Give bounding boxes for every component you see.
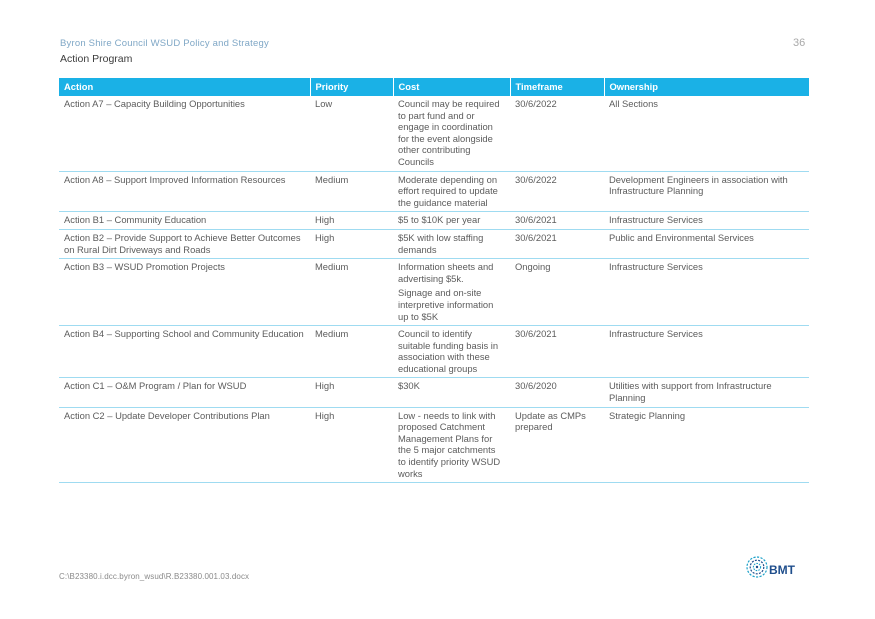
ownership-cell: Development Engineers in association with Infrastructure Planning [604, 171, 809, 212]
table-row [59, 378, 809, 407]
table-row [59, 171, 809, 212]
priority-cell: Medium [310, 326, 393, 378]
action-cell: Action B3 – WSUD Promotion Projects [59, 259, 310, 326]
ownership-cell: All Sections [604, 96, 809, 171]
action-cell: Action A7 – Capacity Building Opportunities [59, 96, 310, 171]
priority-cell: High [310, 378, 393, 407]
cost-text: Council may be required to part fund and or engage in coordination for the event alongside other contributing Councils [398, 98, 500, 167]
footer-file-path: C:\B23380.i.dcc.byron_wsud\R.B23380.001.03.docx [59, 572, 250, 581]
table-row [59, 96, 809, 171]
bmt-logo [746, 556, 795, 583]
timeframe-cell: 30/6/2022 [510, 96, 604, 171]
action-cell: Action B2 – Provide Support to Achieve Better Outcomes on Rural Dirt Driveways and Roads [59, 229, 310, 258]
cost-text: $30K [398, 380, 420, 392]
priority-cell: Low [310, 96, 393, 171]
timeframe-cell: 30/6/2021 [510, 326, 604, 378]
page-number: 36 [793, 37, 806, 49]
ownership-cell: Public and Environmental Services [604, 229, 809, 258]
cost-cell [393, 229, 510, 258]
priority-cell: High [310, 407, 393, 483]
table-row [59, 229, 809, 258]
table-row [59, 212, 809, 230]
cost-cell [393, 259, 510, 326]
priority-cell: High [310, 229, 393, 258]
cost-text: Council to identify suitable funding basis in association with these educational groups [398, 328, 499, 374]
cost-cell [393, 378, 510, 407]
cost-text: Low - needs to link with proposed Catchment Management Plans for the 5 major catchments to identify priority WSUD works [398, 409, 501, 479]
column-header-timeframe: Timeframe [510, 78, 604, 96]
timeframe-cell: Ongoing [510, 259, 604, 326]
cost-text: Moderate depending on effort required to update the guidance material [398, 173, 498, 208]
cost-text: Signage and on-site interpretive information up to $5K [398, 287, 494, 322]
table-row [59, 259, 809, 326]
column-header-cost: Cost [393, 78, 510, 96]
cost-cell [393, 212, 510, 230]
ownership-cell: Utilities with support from Infrastructure Planning [604, 378, 809, 407]
timeframe-cell: 30/6/2021 [510, 229, 604, 258]
timeframe-cell: Update as CMPs prepared [510, 407, 604, 483]
action-cell: Action B4 – Supporting School and Community Education [59, 326, 310, 378]
column-header-action: Action [59, 78, 310, 96]
priority-cell: Medium [310, 171, 393, 212]
priority-cell: High [310, 212, 393, 230]
cost-text: $5 to $10K per year [398, 214, 481, 226]
cost-cell [393, 326, 510, 378]
logo-text: BMT [769, 562, 795, 577]
section-title: Action Program [60, 53, 133, 65]
priority-cell: Medium [310, 259, 393, 326]
ownership-cell: Infrastructure Services [604, 259, 809, 326]
cost-cell [393, 407, 510, 483]
table-row [59, 407, 809, 483]
cost-cell [393, 96, 510, 171]
globe-logo-icon [746, 556, 768, 583]
timeframe-cell: 30/6/2022 [510, 171, 604, 212]
table-row [59, 326, 809, 378]
document-title: Byron Shire Council WSUD Policy and Strategy [60, 38, 269, 49]
ownership-cell: Infrastructure Services [604, 212, 809, 230]
action-program-table [59, 78, 809, 483]
action-cell: Action C1 – O&M Program / Plan for WSUD [59, 378, 310, 407]
action-cell: Action A8 – Support Improved Information Resources [59, 171, 310, 212]
table-header-row [59, 78, 809, 96]
column-header-ownership: Ownership [604, 78, 809, 96]
timeframe-cell: 30/6/2020 [510, 378, 604, 407]
timeframe-cell: 30/6/2021 [510, 212, 604, 230]
cost-text: $5K with low staffing demands [398, 231, 484, 255]
action-cell: Action C2 – Update Developer Contributions Plan [59, 407, 310, 483]
cost-text: Information sheets and advertising $5k. [398, 261, 494, 284]
action-cell: Action B1 – Community Education [59, 212, 310, 230]
column-header-priority: Priority [310, 78, 393, 96]
ownership-cell: Strategic Planning [604, 407, 809, 483]
ownership-cell: Infrastructure Services [604, 326, 809, 378]
cost-cell [393, 171, 510, 212]
